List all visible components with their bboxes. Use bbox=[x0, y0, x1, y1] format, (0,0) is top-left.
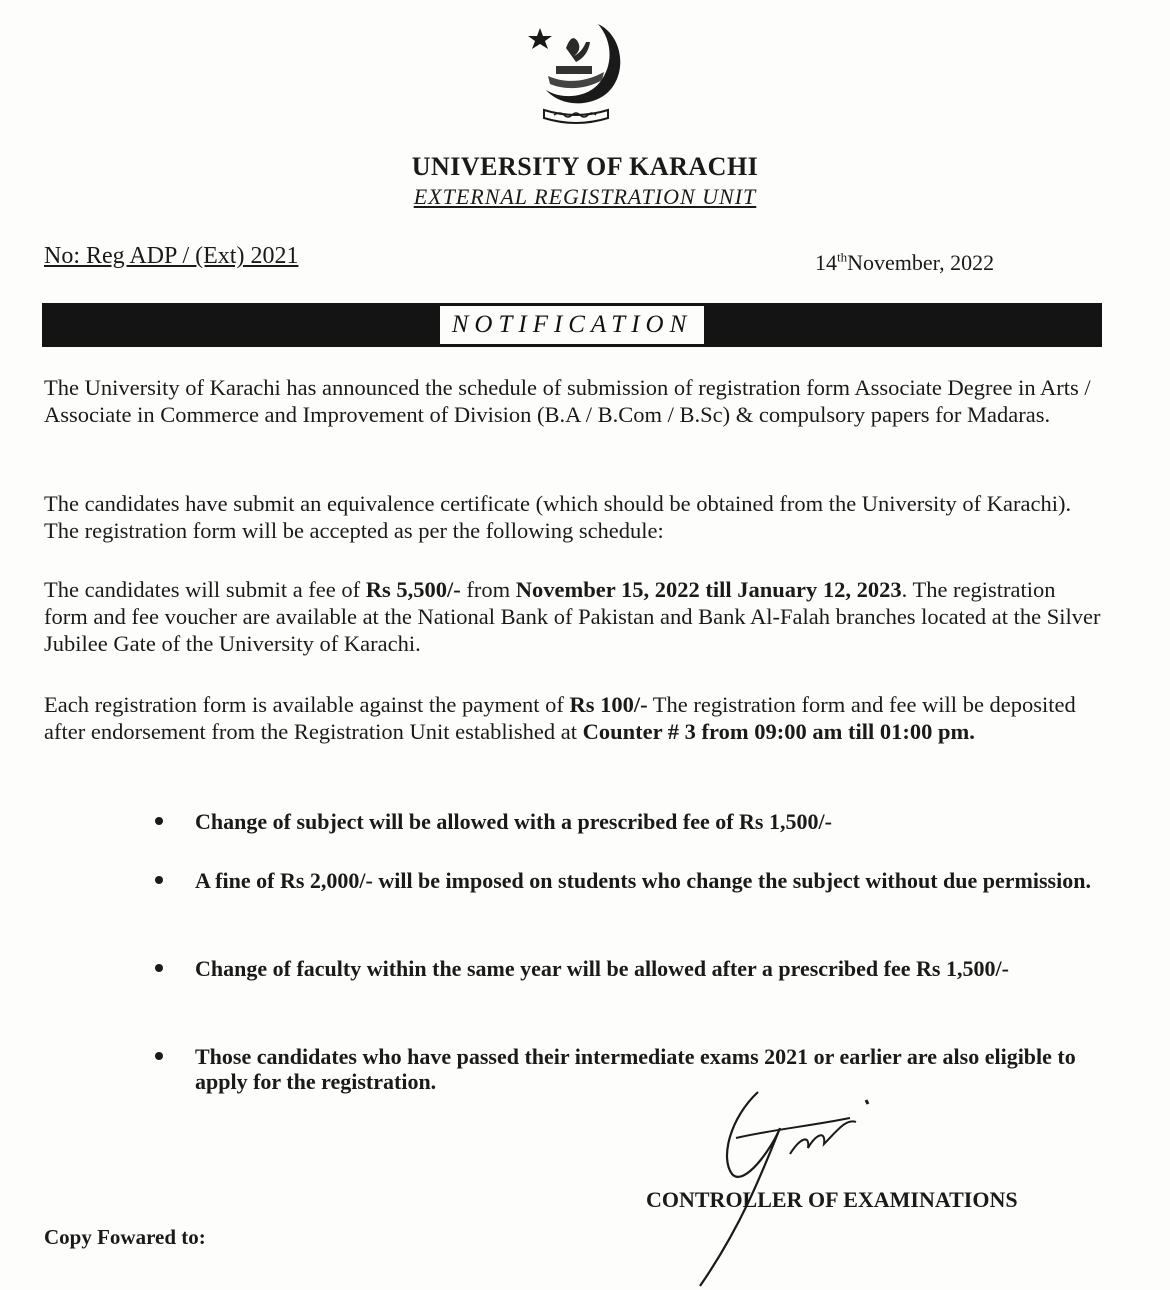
date-suffix: th bbox=[837, 249, 848, 265]
bullet-icon bbox=[155, 964, 163, 972]
unit-name: EXTERNAL REGISTRATION UNIT bbox=[413, 184, 757, 209]
signature-icon bbox=[640, 1078, 900, 1290]
university-seal-icon bbox=[526, 14, 626, 132]
counter-timing: Counter # 3 from 09:00 am till 01:00 pm. bbox=[582, 719, 975, 744]
reference-number: No: Reg ADP / (Ext) 2021 bbox=[44, 243, 299, 269]
bullet-icon bbox=[155, 817, 163, 825]
date-day: 14 bbox=[815, 250, 837, 275]
copy-forwarded-label: Copy Fowared to: bbox=[44, 1225, 206, 1249]
notification-date bbox=[815, 250, 994, 276]
signatory-title: CONTROLLER OF EXAMINATIONS bbox=[646, 1187, 1018, 1212]
paragraph-fee-schedule: The candidates will submit a fee of Rs 5,500/- from November 15, 2022 till January 12, 2023. The registration form and fee voucher are available at the National Bank of Pakistan and Bank Al-Falah branches located at the Silver Jubilee Gate of the University of Karachi. bbox=[44, 577, 1101, 656]
fee-amount: Rs 5,500/- bbox=[365, 577, 461, 602]
bullet-icon bbox=[155, 1052, 163, 1060]
form-fee: Rs 100/- bbox=[569, 692, 648, 717]
schedule-dates: November 15, 2022 till January 12, 2023 bbox=[515, 577, 902, 602]
paragraph-form-payment: Each registration form is available against the payment of Rs 100/- The registration form and fee will be deposited after endorsement from the Registration Unit established at Counter # 3 from 09:00 am till 01:00 pm. bbox=[44, 692, 1076, 744]
bullet-icon bbox=[155, 876, 163, 884]
paragraph-equivalence: The candidates have submit an equivalence certificate (which should be obtained from the University of Karachi). The registration form will be accepted as per the following schedule: bbox=[44, 491, 1072, 543]
university-name: UNIVERSITY OF KARACHI bbox=[411, 152, 759, 181]
notification-title: NOTIFICATION bbox=[440, 306, 705, 344]
notification-banner bbox=[42, 303, 1102, 347]
paragraph-announcement: The University of Karachi has announced the schedule of submission of registration form Associate Degree in Arts / Associate in Commerce and Improvement of Division (B.A / B.Com / B.Sc) & compulsory papers for Madaras. bbox=[44, 375, 1091, 427]
date-rest: November, 2022 bbox=[847, 250, 995, 275]
